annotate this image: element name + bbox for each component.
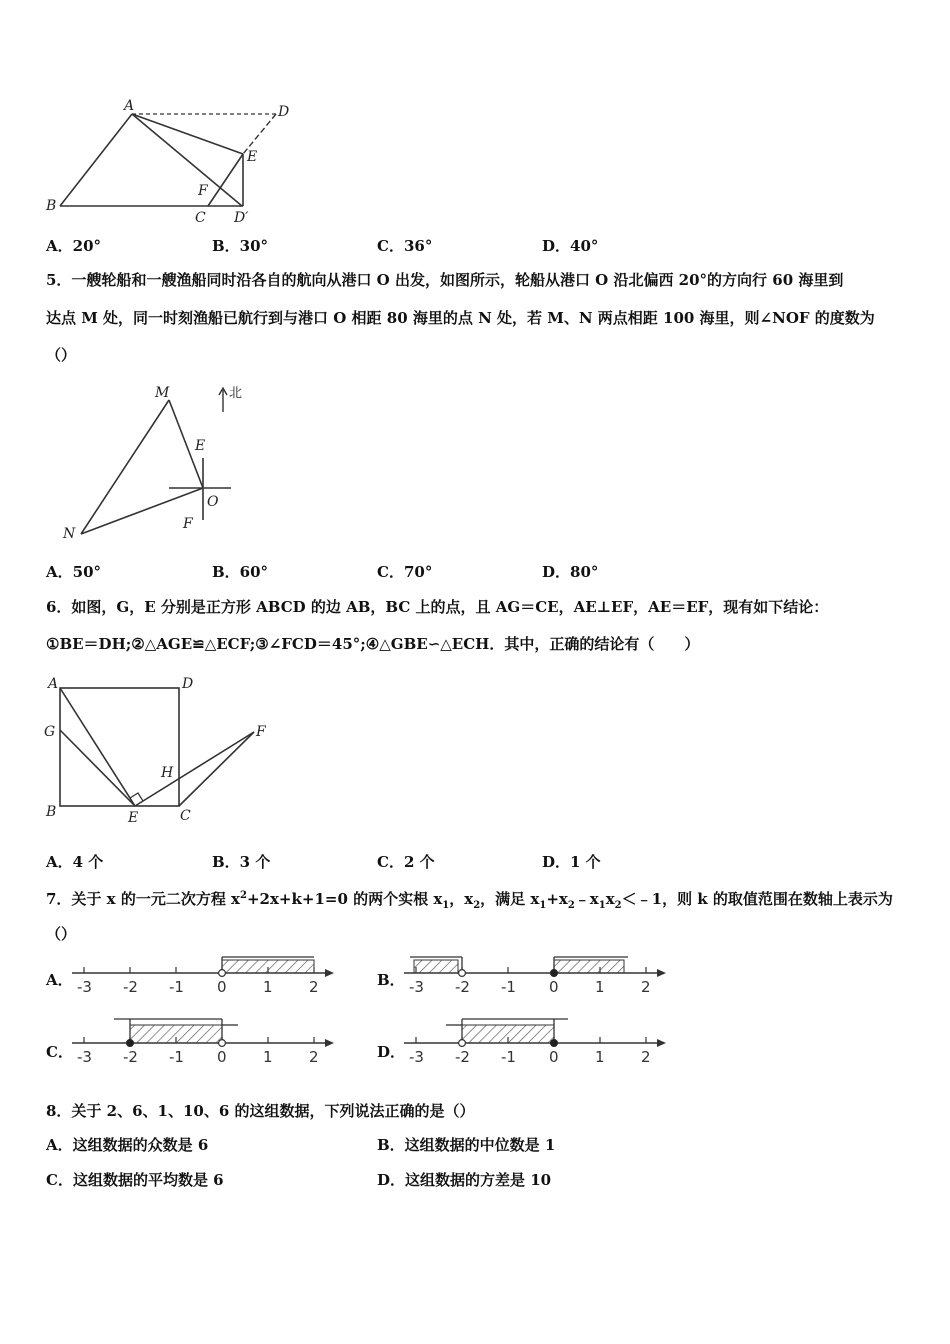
q7-stem-line1: 7．关于 x 的一元二次方程 $x^2+2x+k+1=0$ 的两个实根 $x_1$，$x_2$，满足 $x_1+x_2﹣x_1x_2<﹣1$，则 k 的取值范围在数轴上表示为	[46, 890, 893, 911]
q6-label-g: G	[44, 724, 56, 740]
svg-text:1: 1	[263, 1048, 273, 1066]
q5-option-b[interactable]: B．60°	[212, 563, 269, 581]
svg-text:-2: -2	[455, 1048, 470, 1066]
q6-label-h: H	[161, 765, 174, 781]
q8-stem: 8．关于 2、6、1、10、6 的这组数据，下列说法正确的是（）	[46, 1102, 475, 1120]
svg-text:-2: -2	[123, 978, 138, 996]
svg-text:-3: -3	[77, 978, 92, 996]
q5-label-m: M	[155, 385, 170, 401]
q5-option-d[interactable]: D．80°	[542, 563, 599, 581]
q6-label-d: D	[182, 676, 194, 692]
svg-text:-3: -3	[77, 1048, 92, 1066]
svg-text:2: 2	[641, 1048, 651, 1066]
svg-text:-2: -2	[123, 1048, 138, 1066]
q7-option-a-label[interactable]: A．	[46, 971, 73, 989]
svg-text:1: 1	[595, 1048, 605, 1066]
q5-label-o: O	[207, 494, 219, 510]
q4-figure	[40, 98, 310, 228]
q4-label-d: D	[278, 104, 290, 120]
q4-label-a: A	[124, 98, 135, 114]
q5-label-n: N	[63, 526, 76, 542]
q5-stem-line1: 5．一艘轮船和一艘渔船同时沿各自的航向从港口 O 出发，如图所示，轮船从港口 O 沿北偏西 20°的方向行 60 海里到	[46, 271, 844, 289]
svg-text:0: 0	[217, 1048, 227, 1066]
q6-figure	[40, 672, 280, 832]
q7-stem-line2: （）	[46, 925, 77, 943]
q7-numberline-d[interactable]	[400, 1022, 670, 1070]
svg-text:2: 2	[309, 1048, 319, 1066]
q8-option-c[interactable]: C．这组数据的平均数是 6	[46, 1171, 224, 1189]
svg-text:-1: -1	[501, 1048, 516, 1066]
svg-text:-2: -2	[455, 978, 470, 996]
q4-label-c: C	[195, 210, 206, 226]
svg-text:-1: -1	[501, 978, 516, 996]
q6-option-b[interactable]: B．3 个	[212, 853, 271, 871]
q6-label-f: F	[256, 724, 266, 740]
q6-stem-line1: 6．如图，G，E 分别是正方形 ABCD 的边 AB，BC 上的点，且 AG＝CE，AE⊥EF，AE＝EF，现有如下结论：	[46, 598, 829, 616]
q4-option-d[interactable]: D．40°	[542, 237, 599, 255]
q4-option-a[interactable]: A．20°	[46, 237, 102, 255]
svg-text:0: 0	[549, 1048, 559, 1066]
q4-label-e: E	[247, 149, 258, 165]
q5-figure	[55, 380, 265, 550]
q4-label-dprime: D′	[234, 210, 249, 226]
svg-text:-3: -3	[409, 1048, 424, 1066]
q5-option-c[interactable]: C．70°	[377, 563, 433, 581]
q7-option-b-label[interactable]: B．	[377, 971, 405, 989]
svg-text:1: 1	[595, 978, 605, 996]
q4-option-b[interactable]: B．30°	[212, 237, 269, 255]
svg-text:2: 2	[641, 978, 651, 996]
q7-numberline-c[interactable]	[68, 1022, 338, 1070]
svg-text:-1: -1	[169, 978, 184, 996]
q7-option-c-label[interactable]: C．	[46, 1043, 73, 1061]
q5-label-e: E	[195, 438, 206, 454]
q5-stem-line2: 达点 M 处，同一时刻渔船已航行到与港口 O 相距 80 海里的点 N 处，若 M、N 两点相距 100 海里，则∠NOF 的度数为	[46, 309, 875, 327]
q5-stem-line3: （）	[46, 346, 77, 364]
q5-option-a[interactable]: A．50°	[46, 563, 102, 581]
q6-option-a[interactable]: A．4 个	[46, 853, 104, 871]
q8-option-b[interactable]: B．这组数据的中位数是 1	[377, 1136, 556, 1154]
q6-option-d[interactable]: D．1 个	[542, 853, 601, 871]
svg-text:2: 2	[309, 978, 319, 996]
svg-text:-3: -3	[409, 978, 424, 996]
q6-label-e: E	[128, 810, 139, 826]
q6-label-a: A	[48, 676, 59, 692]
q7-numberline-a[interactable]	[68, 952, 338, 1000]
svg-text:0: 0	[549, 978, 559, 996]
q4-label-b: B	[46, 198, 57, 214]
q6-label-c: C	[180, 808, 191, 824]
q7-numberline-b[interactable]	[400, 952, 670, 1000]
q6-label-b: B	[46, 804, 57, 820]
svg-text:0: 0	[217, 978, 227, 996]
q4-label-f: F	[198, 183, 208, 199]
q8-option-d[interactable]: D．这组数据的方差是 10	[377, 1171, 552, 1189]
svg-text:-1: -1	[169, 1048, 184, 1066]
svg-text:1: 1	[263, 978, 273, 996]
q5-label-north: 北	[229, 386, 243, 401]
q4-option-c[interactable]: C．36°	[377, 237, 433, 255]
q7-option-d-label[interactable]: D．	[377, 1043, 406, 1061]
q5-label-f: F	[183, 516, 193, 532]
q6-option-c[interactable]: C．2 个	[377, 853, 435, 871]
q6-stem-line2: ①BE＝DH;②△AGE≌△ECF;③∠FCD＝45°;④△GBE∽△ECH．其中，正确的结论有（ ）	[46, 635, 700, 653]
q8-option-a[interactable]: A．这组数据的众数是 6	[46, 1136, 209, 1154]
